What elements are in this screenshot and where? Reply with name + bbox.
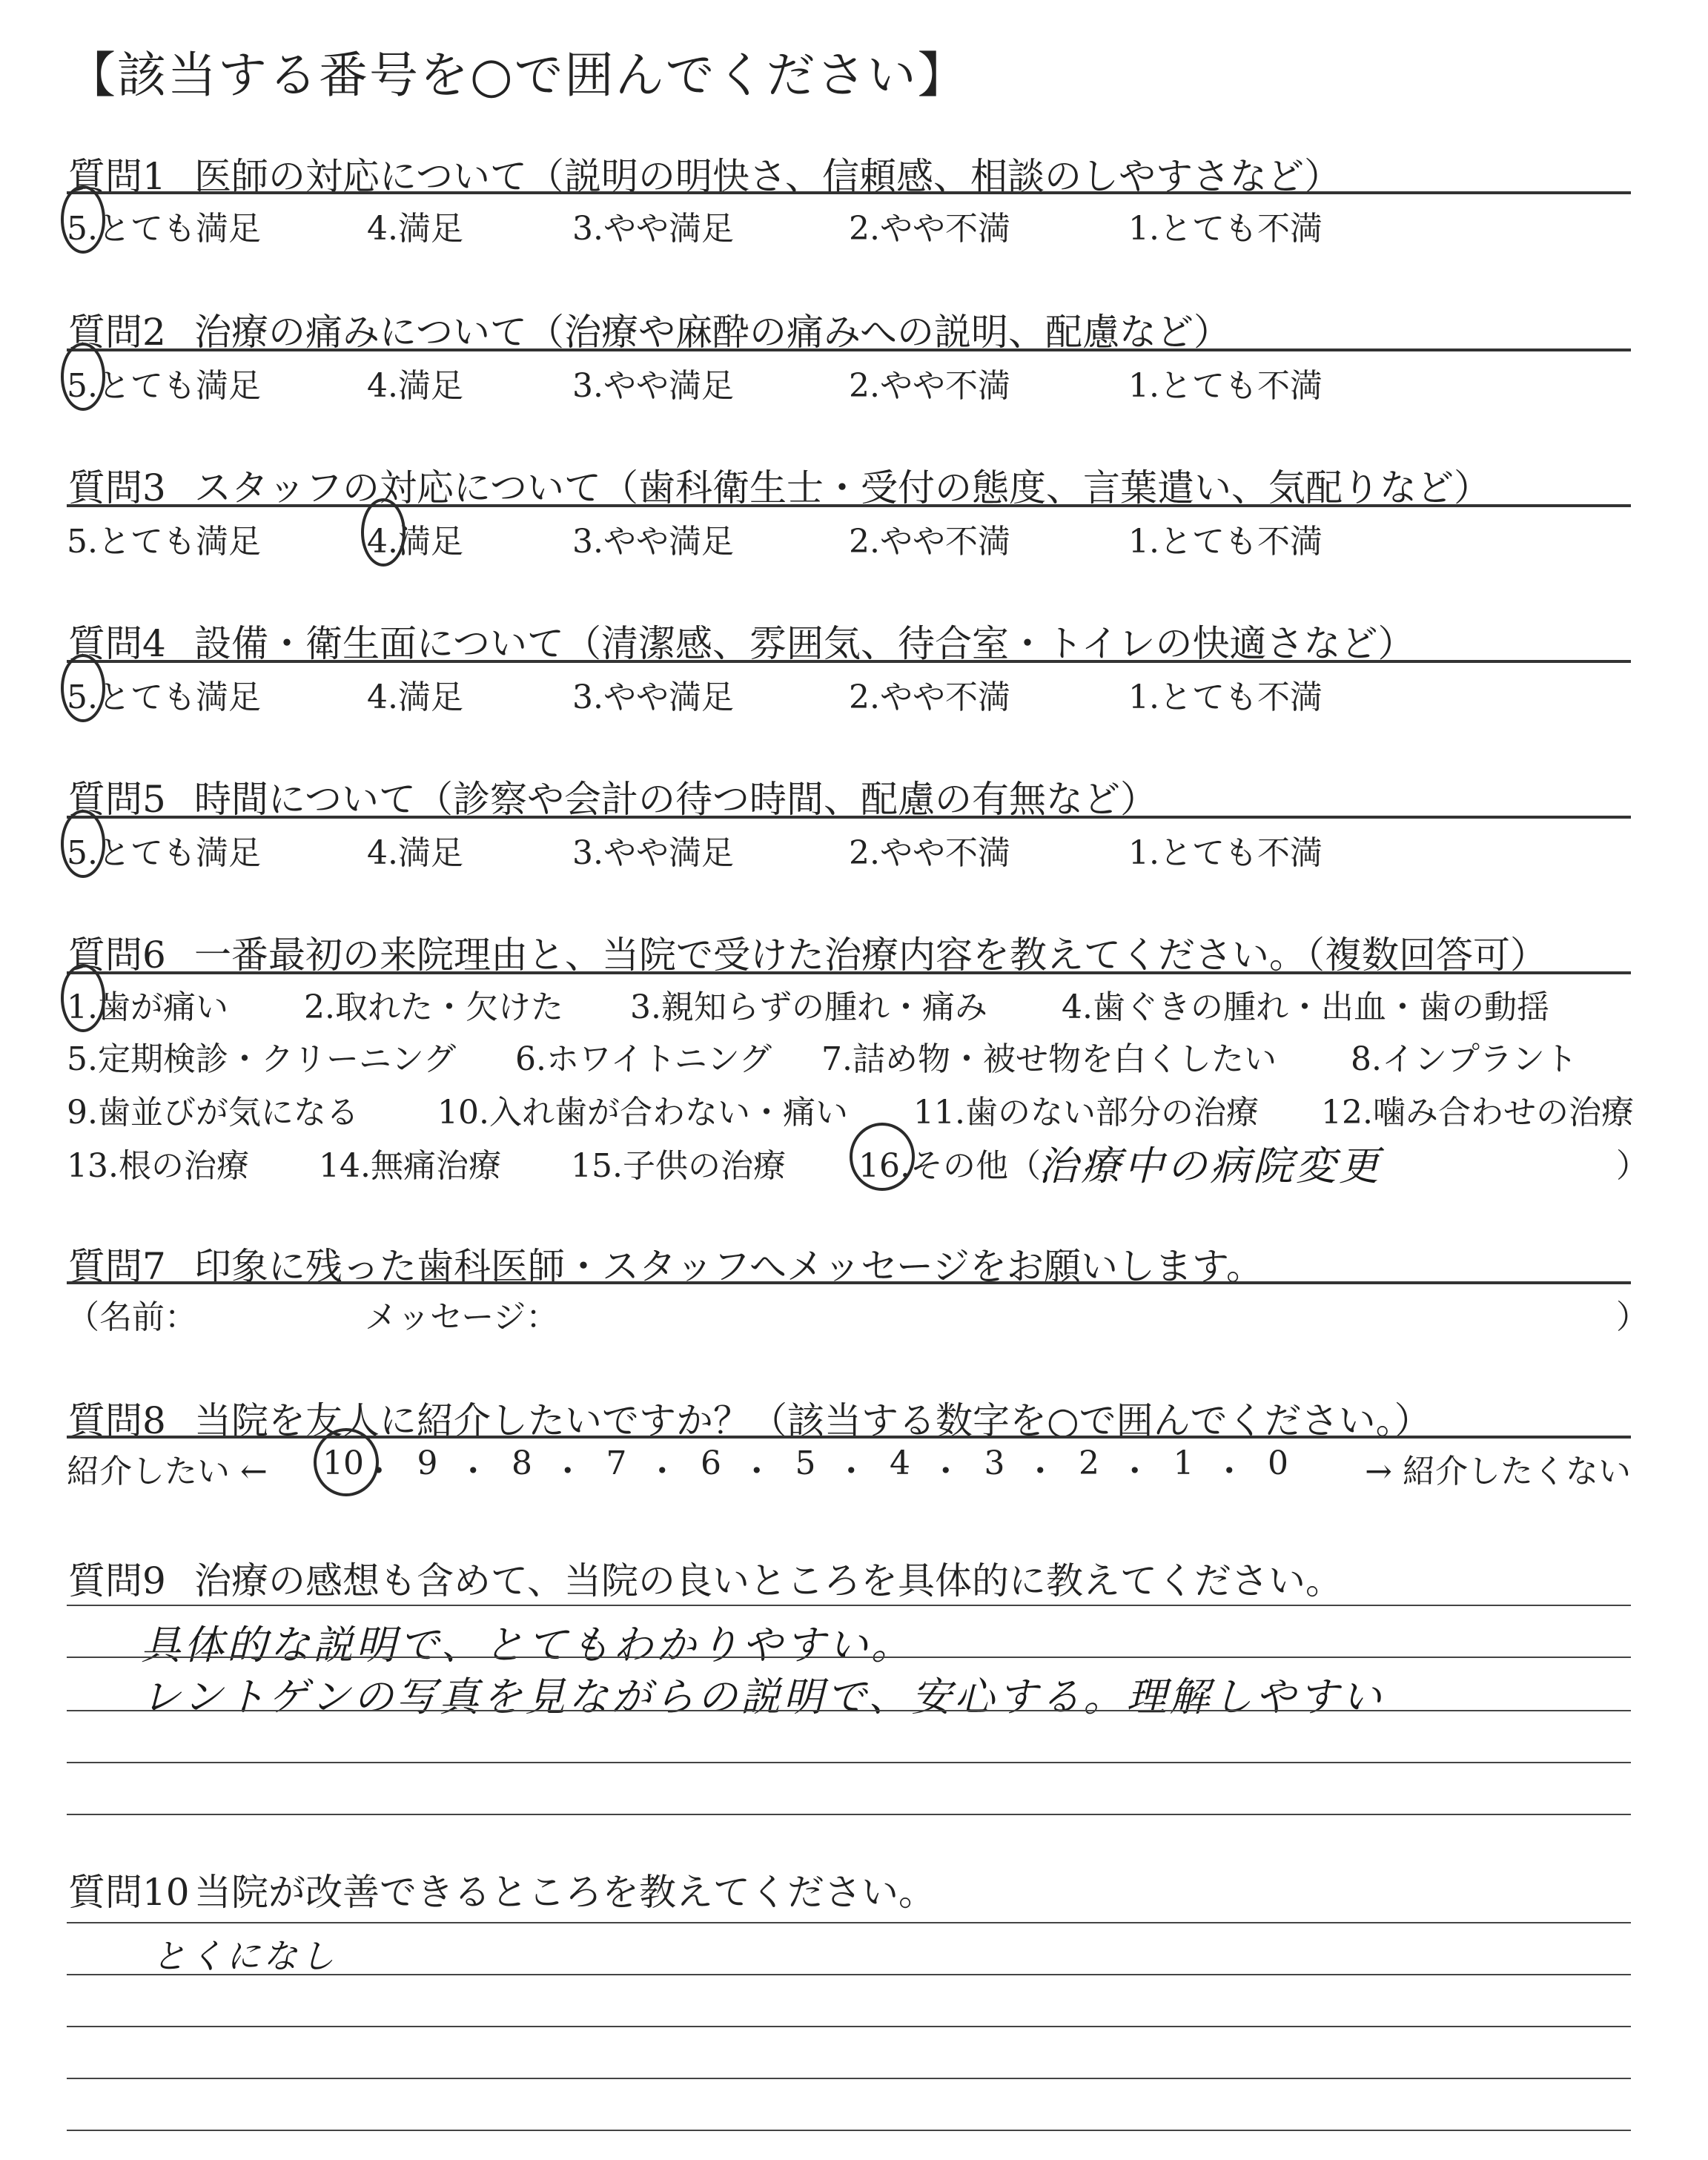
question-text: 時間について（診察や会計の待つ時間、配慮の有無など） <box>194 778 1157 821</box>
scale-separator: ・ <box>551 1453 584 1490</box>
rating-option-5[interactable]: 5.とても満足 <box>67 523 261 561</box>
reason-option-6[interactable]: 6.ホワイトニング <box>515 1040 772 1078</box>
question-text: 印象に残った歯科医師・スタッフへメッセージをお願いします。 <box>194 1245 1263 1288</box>
answer-line <box>67 1657 1631 1658</box>
divider <box>67 660 1631 663</box>
divider <box>67 1436 1631 1439</box>
reason-option-12[interactable]: 12.噛み合わせの治療 <box>1321 1094 1634 1132</box>
question-number: 質問5 <box>68 778 166 821</box>
rating-option-3[interactable]: 3.やや満足 <box>572 834 734 872</box>
scale-separator: ・ <box>1118 1453 1151 1490</box>
scale-value-10[interactable]: 10 <box>322 1444 364 1482</box>
rating-option-3[interactable]: 3.やや満足 <box>572 678 734 716</box>
scale-separator: ・ <box>1213 1453 1246 1490</box>
scale-value-4[interactable]: 4 <box>890 1444 910 1482</box>
question-number: 質問10 <box>68 1871 190 1914</box>
answer-line <box>67 1605 1631 1606</box>
rating-option-2[interactable]: 2.やや不満 <box>849 367 1010 405</box>
rating-option-5[interactable]: 5.とても満足 <box>67 359 261 406</box>
question-text: 治療の痛みについて（治療や麻酔の痛みへの説明、配慮など） <box>194 311 1231 354</box>
rating-option-3[interactable]: 3.やや満足 <box>572 367 734 405</box>
page-title: 【該当する番号を○で囲んでください】 <box>67 47 968 104</box>
answer-line <box>67 1974 1631 1975</box>
answer-line <box>67 1922 1631 1923</box>
answer-line-2[interactable]: レントゲンの写真を見ながらの説明で、安心する。理解しやすい <box>141 1674 1385 1720</box>
rating-option-1[interactable]: 1.とても不満 <box>1128 523 1323 561</box>
rating-option-5[interactable]: 5.とても満足 <box>67 670 261 718</box>
scale-value-3[interactable]: 3 <box>984 1444 1005 1482</box>
scale-separator: ・ <box>362 1453 395 1490</box>
reason-option-5[interactable]: 5.定期検診・クリーニング <box>67 1040 457 1078</box>
scale-separator: ・ <box>835 1453 868 1490</box>
scale-value-1[interactable]: 1 <box>1173 1444 1194 1482</box>
rating-option-3[interactable]: 3.やや満足 <box>572 210 734 248</box>
rating-option-5[interactable]: 5.とても満足 <box>67 202 261 249</box>
answer-line <box>67 2130 1631 2131</box>
reason-option-4[interactable]: 4.歯ぐきの腫れ・出血・歯の動揺 <box>1062 988 1549 1026</box>
rating-option-1[interactable]: 1.とても不満 <box>1128 210 1323 248</box>
reason-option-2[interactable]: 2.取れた・欠けた <box>304 988 563 1026</box>
scale-value-5[interactable]: 5 <box>795 1444 816 1482</box>
question-number: 質問3 <box>68 466 166 509</box>
scale-separator: ・ <box>1024 1453 1057 1490</box>
reason-option-3[interactable]: 3.親知らずの腫れ・痛み <box>630 988 987 1026</box>
question-number: 質問4 <box>68 622 166 665</box>
rating-option-1[interactable]: 1.とても不満 <box>1128 678 1323 716</box>
scale-right-label: → 紹介したくない <box>1365 1453 1631 1490</box>
answer-line <box>67 2026 1631 2027</box>
rating-option-2[interactable]: 2.やや不満 <box>849 678 1010 716</box>
reason-option-13[interactable]: 13.根の治療 <box>67 1147 249 1185</box>
rating-option-4[interactable]: 4.満足 <box>367 678 463 716</box>
scale-separator: ・ <box>457 1453 490 1490</box>
scale-separator: ・ <box>740 1453 773 1490</box>
divider <box>67 1281 1631 1284</box>
answer-line <box>67 1710 1631 1711</box>
rating-option-4[interactable]: 4.満足 <box>367 210 463 248</box>
scale-value-7[interactable]: 7 <box>606 1444 627 1482</box>
question-text: スタッフの対応について（歯科衛生士・受付の態度、言葉遣い、気配りなど） <box>194 466 1491 509</box>
question-number: 質問8 <box>68 1399 166 1442</box>
reason-option-10[interactable]: 10.入れ歯が合わない・痛い <box>437 1094 848 1132</box>
scale-left-label: 紹介したい ← <box>67 1453 268 1490</box>
name-field-label[interactable]: （名前： <box>67 1298 197 1336</box>
question-text: 一番最初の来院理由と、当院で受けた治療内容を教えてください。（複数回答可） <box>194 934 1547 977</box>
question-text: 当院が改善できるところを教えてください。 <box>194 1871 936 1914</box>
question-text: 当院を友人に紹介したいですか？（該当する数字を○で囲んでください。） <box>194 1399 1431 1442</box>
other-reason-answer[interactable]: 治療中の病院変更 <box>1038 1143 1382 1189</box>
reason-option-11[interactable]: 11.歯のない部分の治療 <box>913 1094 1259 1132</box>
answer-line <box>67 1814 1631 1815</box>
scale-value-9[interactable]: 9 <box>417 1444 438 1482</box>
question-number: 質問9 <box>68 1559 166 1602</box>
scale-separator: ・ <box>646 1453 679 1490</box>
rating-option-4[interactable]: 4.満足 <box>367 834 463 872</box>
close-paren: ） <box>1616 1147 1649 1185</box>
question-number: 質問1 <box>68 155 166 198</box>
message-field-label[interactable]: メッセージ： <box>365 1298 559 1336</box>
reason-option-8[interactable]: 8.インプラント <box>1351 1040 1578 1078</box>
rating-option-2[interactable]: 2.やや不満 <box>849 834 1010 872</box>
reason-option-1[interactable]: 1.歯が痛い <box>67 980 228 1028</box>
divider <box>67 816 1631 819</box>
question-text: 設備・衛生面について（清潔感、雰囲気、待合室・トイレの快適さなど） <box>194 622 1415 665</box>
reason-option-7[interactable]: 7.詰め物・被せ物を白くしたい <box>821 1040 1277 1078</box>
recommend-scale <box>67 1444 1631 1489</box>
reason-option-14[interactable]: 14.無痛治療 <box>319 1147 501 1185</box>
rating-option-4[interactable]: 4.満足 <box>367 367 463 405</box>
rating-option-2[interactable]: 2.やや不満 <box>849 523 1010 561</box>
divider <box>67 971 1631 974</box>
question-number: 質問6 <box>68 934 166 977</box>
answer-line-1[interactable]: 具体的な説明で、とてもわかりやすい。 <box>141 1622 914 1668</box>
divider <box>67 191 1631 194</box>
rating-option-5[interactable]: 5.とても満足 <box>67 826 261 873</box>
scale-value-2[interactable]: 2 <box>1079 1444 1099 1482</box>
rating-option-1[interactable]: 1.とても不満 <box>1128 367 1323 405</box>
scale-value-8[interactable]: 8 <box>512 1444 532 1482</box>
close-paren: ） <box>1616 1298 1649 1336</box>
rating-option-4[interactable]: 4.満足 <box>367 515 463 562</box>
question-text: 治療の感想も含めて、当院の良いところを具体的に教えてください。 <box>194 1559 1343 1602</box>
rating-option-3[interactable]: 3.やや満足 <box>572 523 734 561</box>
scale-value-6[interactable]: 6 <box>701 1444 721 1482</box>
reason-option-9[interactable]: 9.歯並びが気になる <box>67 1094 359 1132</box>
answer-line <box>67 1762 1631 1763</box>
scale-value-0[interactable]: 0 <box>1268 1444 1288 1482</box>
question-number: 質問7 <box>68 1245 166 1288</box>
rating-option-2[interactable]: 2.やや不満 <box>849 210 1010 248</box>
question-number: 質問2 <box>68 311 166 354</box>
reason-option-15[interactable]: 15.子供の治療 <box>571 1147 786 1185</box>
answer-line <box>67 2078 1631 2079</box>
answer-line-1[interactable]: とくになし <box>152 1936 337 1976</box>
rating-option-1[interactable]: 1.とても不満 <box>1128 834 1323 872</box>
scale-separator: ・ <box>929 1453 962 1490</box>
divider <box>67 504 1631 507</box>
reason-option-16[interactable]: 16.その他（ <box>858 1139 1041 1186</box>
question-text: 医師の対応について（説明の明快さ、信頼感、相談のしやすさなど） <box>194 155 1341 198</box>
divider <box>67 349 1631 351</box>
